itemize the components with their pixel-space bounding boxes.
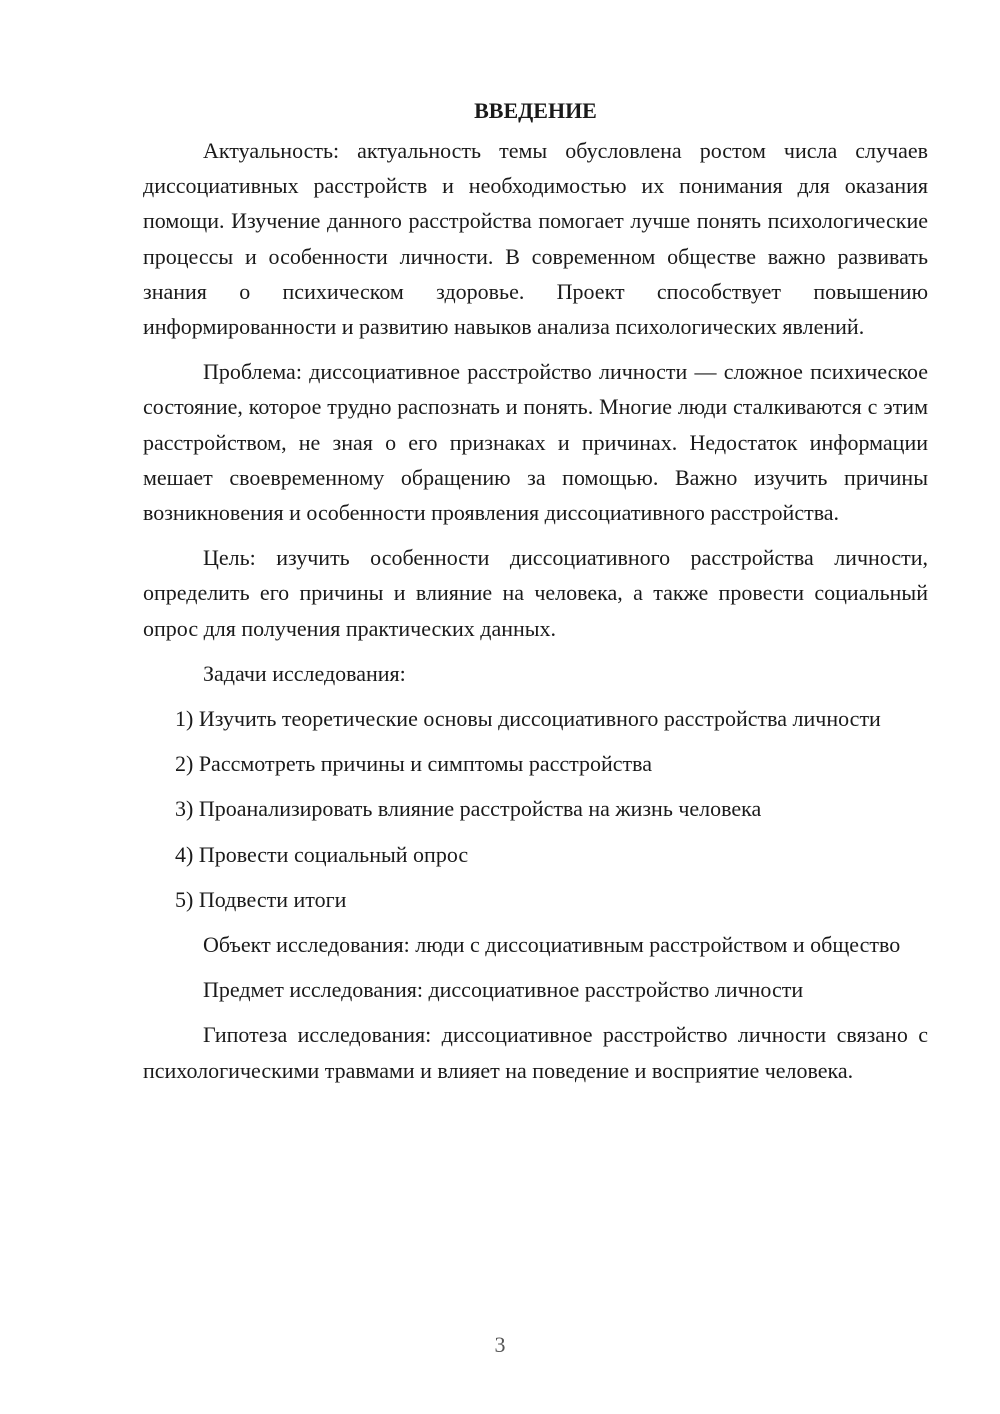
object-paragraph: Объект исследования: люди с диссоциативным расстройством и общество	[203, 932, 901, 958]
tasks-title: Задачи исследования:	[203, 660, 406, 686]
subject-paragraph: Предмет исследования: диссоциативное расстройство личности	[203, 977, 804, 1003]
problem-paragraph: Проблема: диссоциативное расстройство личности — сложное психическое состояние, которое трудно распознать и понять. Многие люди сталкиваются с этим расстройством, не зная о его признаках и причинах. Недостаток информации мешает своевременному обращению за помощью. Важно изучить причины возникновения и особенности проявления диссоциативного расстройства.	[143, 359, 928, 526]
hypothesis-paragraph: Гипотеза исследования: диссоциативное расстройство личности связано с психологическими травмами и влияет на поведение и восприятие человека.	[143, 1022, 928, 1083]
page-number: 3	[494, 1332, 506, 1357]
relevance-paragraph: Актуальность: актуальность темы обусловлена ростом числа случаев диссоциативных расстройств и необходимостью их понимания для оказания помощи. Изучение данного расстройства помогает лучше понять психологические процессы и особенности личности. В современном обществе важно развивать знания о психическом здоровье. Проект способствует повышению информированности и развитию навыков анализа психологических явлений.	[143, 138, 928, 340]
document-page	[143, 93, 928, 1098]
task-item: 4) Провести социальный опрос	[175, 841, 469, 867]
task-item: 1) Изучить теоретические основы диссоциативного расстройства личности	[175, 706, 881, 732]
page-title: ВВЕДЕНИЕ	[474, 98, 597, 123]
task-item: 3) Проанализировать влияние расстройства на жизнь человека	[175, 796, 762, 822]
goal-paragraph: Цель: изучить особенности диссоциативного расстройства личности, определить его причины и влияние на человека, а также провести социальный опрос для получения практических данных.	[143, 545, 928, 641]
task-item: 5) Подвести итоги	[175, 886, 347, 912]
task-item: 2) Рассмотреть причины и симптомы расстройства	[175, 751, 653, 777]
